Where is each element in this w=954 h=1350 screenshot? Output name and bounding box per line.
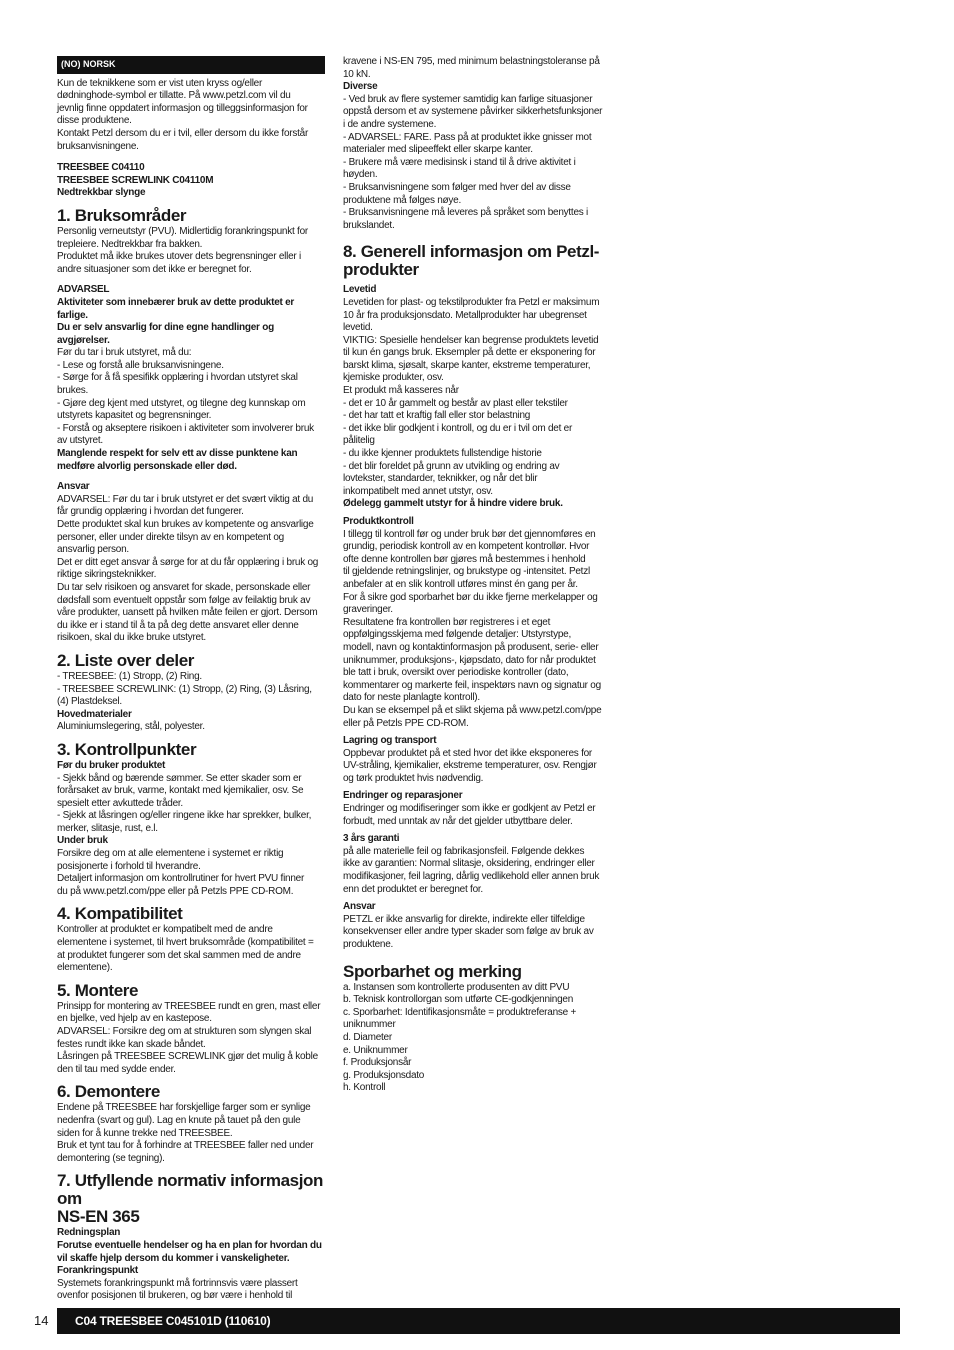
footer-bar (57, 1308, 900, 1334)
storage-text: Oppbevar produktet på et sted hvor det ikke eksponeres for UV-stråling, kjemikalier, ekstreme temperaturer, osv. Rengjør og tørk produktet hvis nødvendig. (343, 747, 597, 784)
product-line-1: TREESBEE C04110 (57, 162, 145, 174)
product-line-3: Nedtrekkbar slynge (57, 187, 146, 199)
during-use-label: Under bruk (57, 835, 108, 847)
section-2-text: - TREESBEE: (1) Stropp, (2) Ring. - TREESBEE SCREWLINK: (1) Stropp, (2) Ring, (3) Låsring, (4) Plastdeksel. (57, 670, 312, 708)
misc-label: Diverse (343, 81, 378, 93)
section-6-title: 6. Demontere (57, 1082, 160, 1102)
section-6-text: Endene på TREESBEE har forskjellige farger som er synlige nedenfra (svart og gul). Lag en knute på tauet på den gule siden for å kunne trekke ned TREESBEE. Bruk et tynt tau for å forhindre at TREESBEE faller ned under demontering (se tegning). (57, 1102, 314, 1164)
misc-text: - Ved bruk av flere systemer samtidig kan farlige situasjoner oppstå dersom et av systemene påvirker sikkerhetsfunksjoner i de andre systemene. - ADVARSEL: FARE. Pass på at produktet ikke gnisser mot materialer med slipeeffekt eller skarpe kanter. - Brukere må være medisinsk i stand til å drive aktivitet i høyden. - Bruksanvisningene som følger med hver del av disse produktene må følges nøye. - Bruksanvisningene må leveres på språket som benyttes i brukslandet. (343, 93, 603, 231)
intro-text: Kun de teknikkene som er vist uten kryss og/eller dødninghode-symbol er tillatte. På www.petzl.com vil du jevnlig finne oppdatert informasjon og tilleggsinformasjon for disse produktene. Kontakt Petzl dersom du er i tvil, eller dersom du ikke forstår bruksanvisningene. (57, 77, 309, 152)
anchor-text: Systemets forankringspunkt må fortrinnsvis være plassert ovenfor posisjonen til brukeren, og bør være i henhold til (57, 1277, 298, 1302)
section-5-title: 5. Montere (57, 980, 139, 1000)
responsibility-text: ADVARSEL: Før du tar i bruk utstyret er det svært viktig at du får grundig opplæring i hvordan det fungerer. Dette produktet skal kun brukes av kompetente og ansvarlige personer, eller under direkte tilsyn av en kompetent og ansvarlig person. Det er ditt eget ansvar å sørge for at du får opplæring i bruk og riktige sikringsteknikker. Du tar selv risikoen og ansvaret for skade, personskade eller dødsfall som eventuelt oppstår som følge av feilaktig bruk av våre produkter, uansett på hvilken måte feilen er gjort. Dersom du ikke er i stand til å ta på deg dette ansvaret eller denne risikoen, skal du ikke bruke utstyret. (57, 493, 319, 644)
section-7-title: 7. Utfyllende normativ informasjon om NS-EN 365 (57, 1171, 324, 1227)
product-control-text: I tillegg til kontroll før og under bruk bør det gjennomføres en grundig, periodisk kontroll av en kompetent kontrollør. Hvor ofte denne kontrollen bør gjøres må bestemmes i henhold til gjeldende retningslinjer, og brukstype og -intensitet. Petzl anbefaler at en slik kontroll utføres minst én gang per år. For å sikre god sporbarhet bør du ikke fjerne merkelapper og graveringer. Resultatene fra kontrollen bør registreres i et eget oppfølgingsskjema med følgende detaljer: Utstyrstype, modell, navn og kontaktinformasjon på produsent, serie- eller uniknummer, produksjons-, kjøpsdato, dato for når produktet ble tatt i bruk, oversikt over periodiske kontroller (dato, kommentarer og markerte feil, inspektørs navn og signatur og dato for neste planlagte kontroll). Du kan se eksempel på et slikt skjema på www.petzl.com/ppe eller på Petzls PPE CD-ROM. (343, 528, 602, 729)
lifetime-bold-text: Ødelegg gammelt utstyr for å hindre videre bruk. (343, 498, 563, 510)
section-1-text: Personlig verneutstyr (PVU). Midlertidig forankringspunkt for trepleiere. Nedtrekkbar fra bakken. Produktet må ikke brukes utover dets begrensninger eller i andre situasjoner som det ikke er beregnet for. (57, 225, 308, 275)
lifetime-label: Levetid (343, 284, 377, 296)
storage-label: Lagring og transport (343, 735, 437, 747)
left-column (57, 56, 325, 1303)
materials-label: Hovedmaterialer (57, 708, 132, 720)
during-use-text: Forsikre deg om at alle elementene i systemet er riktig posisjonerte i forhold til hverandre. Detaljert informasjon om kontrollrutiner for hvert PVU finner du på www.petzl.com/ppe eller på Petzls PPE CD-ROM. (57, 848, 305, 897)
anchor-text-continued: kravene i NS-EN 795, med minimum belastningstoleranse på 10 kN. (343, 56, 600, 80)
warning-bold-text-2: Manglende respekt for selv ett av disse punktene kan medføre alvorlig personskade eller død. (57, 448, 298, 472)
responsibility-label: Ansvar (57, 481, 90, 493)
section-8-title: 8. Generell informasjon om Petzl- produkter (343, 242, 600, 280)
section-4-text: Kontroller at produktet er kompatibelt med de andre elementene i systemet, til hvert bruksområde (kompatibilitet = at produktet fungerer som det skal sammen med de andre elementene). (57, 924, 314, 974)
section-4-title: 4. Kompatibilitet (57, 904, 183, 924)
section-5-text: Prinsipp for montering av TREESBEE rundt en gren, mast eller en bjelke, ved hjelp av en kastepose. ADVARSEL: Forsikre deg om at strukturen som slyngen skal festes rundt ikke kan skade båndet. Låsringen på TREESBEE SCREWLINK gjør det mulig å koble den til tau med sydde ender. (57, 1000, 321, 1075)
materials-text: Aluminiumslegering, stål, polyester. (57, 721, 205, 733)
warning-text: Før du tar i bruk utstyret, må du: - Lese og forstå alle bruksanvisningene. - Sørge for å få spesifikk opplæring i hvordan utstyret skal brukes. - Gjøre deg kjent med utstyret, og tilegne deg kunnskap om utstyrets kapasitet og begrensninger. - Forstå og akseptere risikoen i aktiviteter som involverer bruk av utstyret. (57, 347, 314, 447)
liability-text: PETZL er ikke ansvarlig for direkte, indirekte eller tilfeldige konsekvenser eller andre typer skader som følge av bruk av produktene. (343, 913, 594, 950)
document-code: C04 TREESBEE C045101D (110610) (75, 1314, 271, 1328)
warning-label: ADVARSEL (57, 284, 110, 296)
warranty-text: på alle materielle feil og fabrikasjonsfeil. Følgende dekkes ikke av garantien: Normal slitasje, oksidering, endringer eller modifikasjoner, feil lagring, dårlig vedlikehold eller annen bruk enn det produktet er beregnet for. (343, 845, 600, 895)
warranty-label: 3 års garanti (343, 833, 400, 845)
before-use-text: - Sjekk bånd og bærende sømmer. Se etter skader som er forårsaket av bruk, varme, kontakt med kjemikalier, osv. Se spesielt etter avkuttede tråder. - Sjekk at låsringen og/eller ringene ikke har sprekker, bulker, merker, slitasje, rust, e.l. (57, 772, 312, 834)
anchor-label: Forankringspunkt (57, 1265, 139, 1277)
modifications-text: Endringer og modifiseringer som ikke er godkjent av Petzl er forbudt, med unntak av når det gjelder utbyttbare deler. (343, 803, 596, 827)
section-2-title: 2. Liste over deler (57, 650, 194, 670)
lifetime-text: Levetiden for plast- og tekstilprodukter fra Petzl er maksimum 10 år fra produksjonsdato. Metallprodukter har ubegrenset levetid. VIKTIG: Spesielle hendelser kan begrense produktets levetid til kun én gangs bruk. Eksempler på dette er eksponering for barskt klima, sjøsalt, skarpe kanter, ekstreme temperaturer, kjemiske produkter, osv. Et produkt må kasseres når - det er 10 år gammelt og består av plast eller tekstiler - det har tatt et kraftig fall eller stor belastning - det ikke blir godkjent i kontroll, og du er i tvil om det er pålitelig - du ikke kjenner produktets fullstendige historie - det blir foreldet på grunn av utvikling og endring av lovtekster, standarder, teknikker, og når det blir inkompatibelt med annet utstyr, osv. (343, 296, 600, 497)
traceability-title: Sporbarhet og merking (343, 961, 522, 981)
rescue-plan-text: Forutse eventuelle hendelser og ha en plan for hvordan du vil skaffe hjelp dersom du kommer i vanskeligheter. (57, 1239, 322, 1264)
traceability-text: a. Instansen som kontrollerte produsenten av ditt PVU b. Teknisk kontrollorgan som utførte CE-godkjenningen c. Sporbarhet: Identifikasjonsmåte = produktreferanse + uniknummer d. Diameter e. Uniknummer f. Produksjonsår g. Produksjonsdato h. Kontroll (343, 981, 577, 1094)
language-header: (NO) NORSK (57, 56, 325, 74)
modifications-label: Endringer og reparasjoner (343, 790, 463, 802)
warning-bold-text: Aktiviteter som innebærer bruk av dette produktet er farlige. Du er selv ansvarlig for dine egne handlinger og avgjørelser. (57, 296, 295, 346)
product-line-2: TREESBEE SCREWLINK C04110M (57, 174, 214, 186)
page-number: 14 (34, 1313, 49, 1328)
product-control-label: Produktkontroll (343, 516, 414, 527)
section-3-title: 3. Kontrollpunkter (57, 739, 197, 759)
before-use-label: Før du bruker produktet (57, 759, 166, 771)
liability-label: Ansvar (343, 901, 376, 913)
section-1-title: 1. Bruksområder (57, 205, 187, 225)
rescue-plan-label: Redningsplan (57, 1227, 121, 1239)
right-column (343, 56, 609, 1095)
